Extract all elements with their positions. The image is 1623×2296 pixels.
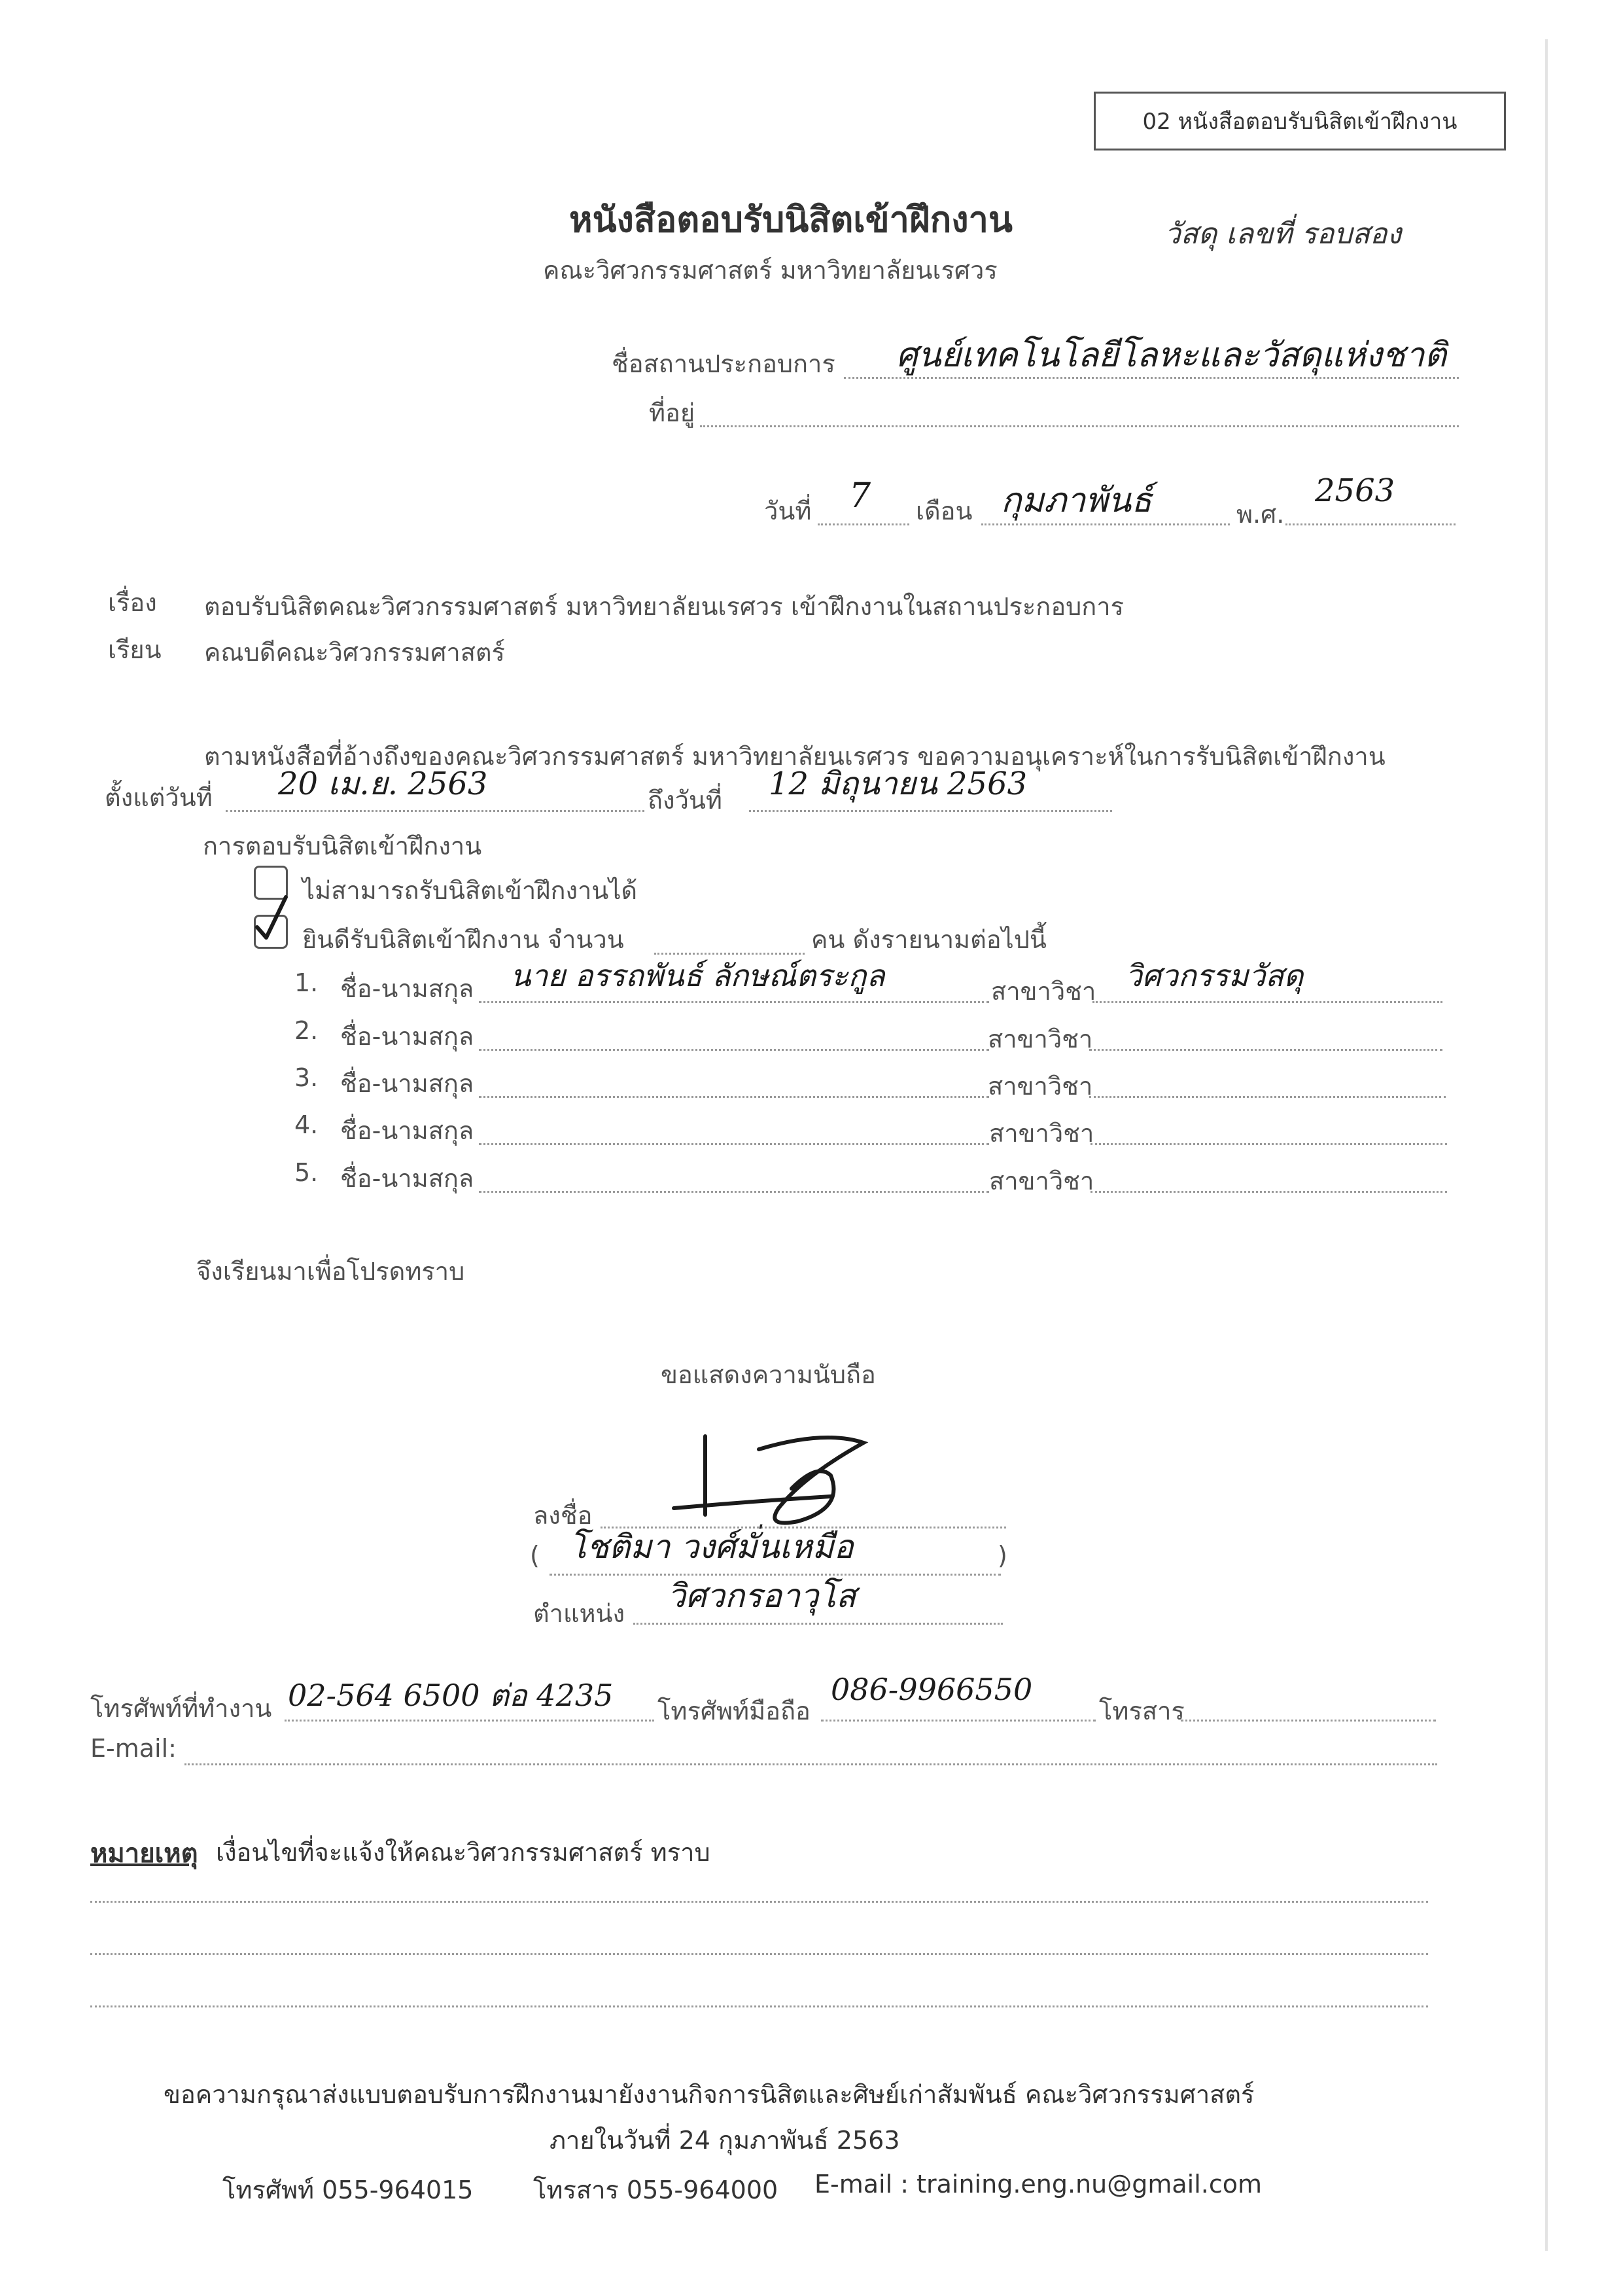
student-name-line	[479, 1143, 989, 1145]
period-to-value: 12 มิถุนายน 2563	[769, 766, 1028, 802]
reject-label: ไม่สามารถรับนิสิตเข้าฝึกงานได้	[302, 876, 638, 905]
date-year-value: 2563	[1315, 472, 1395, 509]
date-year-line	[1285, 523, 1456, 525]
accept-after-label: คน ดังรายนามต่อไปนี้	[811, 925, 1047, 954]
check-mark-icon	[252, 893, 298, 945]
date-day-line	[818, 523, 909, 525]
student-number: 3.	[294, 1063, 319, 1092]
fax-line	[1181, 1720, 1436, 1722]
period-from-label: ตั้งแต่วันที่	[105, 783, 213, 812]
footer-line-1: ขอความกรุณาส่งแบบตอบรับการฝึกงานมายังงานกิจการนิสิตและศิษย์เก่าสัมพันธ์ คณะวิศวกรรมศาสตร์	[164, 2080, 1255, 2109]
office-phone-label: โทรศัพท์ที่ทำงาน	[90, 1694, 272, 1723]
position-label: ตำแหน่ง	[533, 1599, 625, 1628]
student-major-label: สาขาวิชา	[988, 1025, 1093, 1053]
student-number: 4.	[294, 1110, 319, 1139]
student-major-line	[1091, 1191, 1447, 1193]
sign-label: ลงชื่อ	[533, 1501, 593, 1530]
subject-text: ตอบรับนิสิตคณะวิศวกรรมศาสตร์ มหาวิทยาลัยนเรศวร เข้าฝึกงานในสถานประกอบการ	[204, 592, 1125, 621]
mobile-value: 086-9966550	[831, 1672, 1033, 1707]
sign-close-paren: )	[998, 1541, 1007, 1570]
form-code-box	[1094, 92, 1506, 150]
scan-edge-line	[1545, 39, 1548, 2251]
student-major-label: สาขาวิชา	[991, 977, 1096, 1006]
office-phone-value: 02-564 6500 ต่อ 4235	[288, 1678, 614, 1713]
student-name-line	[479, 1049, 989, 1051]
closing-text: จึงเรียนมาเพื่อโปรดทราบ	[196, 1257, 465, 1286]
page-subtitle: คณะวิศวกรรมศาสตร์ มหาวิทยาลัยนเรศวร	[543, 256, 998, 285]
footer-line-2: ภายในวันที่ 24 กุมภาพันธ์ 2563	[550, 2126, 900, 2155]
period-from-line	[226, 810, 644, 812]
company-address-line	[700, 425, 1459, 427]
date-day-label: วันที่	[764, 497, 812, 525]
date-day-value: 7	[849, 476, 871, 516]
student-name-label: ชื่อ-นามสกุล	[340, 1164, 474, 1193]
accept-label: ยินดีรับนิสิตเข้าฝึกงาน จำนวน	[302, 925, 624, 954]
student-major-label: สาขาวิชา	[988, 1072, 1093, 1101]
student-number: 5.	[294, 1158, 319, 1187]
student-major-line	[1089, 1049, 1442, 1051]
page-title: หนังสือตอบรับนิสิตเข้าฝึกงาน	[569, 199, 1013, 240]
to-text: คณบดีคณะวิศวกรรมศาสตร์	[204, 638, 505, 667]
student-major-label: สาขาวิชา	[989, 1119, 1094, 1148]
email-label: E-mail:	[90, 1734, 177, 1763]
position-value: วิศวกรอาวุโส	[667, 1577, 856, 1615]
student-name-line	[479, 1001, 989, 1003]
student-major-line	[1089, 1096, 1446, 1098]
footer-phone: โทรศัพท์ 055-964015	[222, 2176, 474, 2204]
form-code-text: 02 หนังสือตอบรับนิสิตเข้าฝึกงาน	[1142, 109, 1457, 135]
student-name-line	[479, 1191, 989, 1193]
remarks-text: เงื่อนไขที่จะแจ้งให้คณะวิศวกรรมศาสตร์ ทราบ	[216, 1838, 710, 1867]
signature-scribble	[667, 1423, 890, 1534]
accept-checkbox[interactable]	[254, 915, 288, 949]
student-major-value: วิศวกรรมวัสดุ	[1125, 958, 1304, 993]
printed-name-value: โชติมา วงศ์มั่นเหมือ	[569, 1528, 854, 1566]
to-label: เรียน	[108, 635, 162, 664]
company-address-label: ที่อยู่	[649, 398, 695, 427]
period-to-line	[749, 810, 1112, 812]
body-paragraph: ตามหนังสือที่อ้างถึงของคณะวิศวกรรมศาสตร์ มหาวิทยาลัยนเรศวร ขอความอนุเคราะห์ในการรับนิสิตเข้าฝึกงาน	[204, 742, 1386, 771]
date-year-label: พ.ศ.	[1236, 500, 1285, 529]
mobile-line	[821, 1720, 1096, 1722]
remarks-line	[90, 1901, 1428, 1903]
student-name-label: ชื่อ-นามสกุล	[340, 974, 474, 1003]
date-month-value: กุมภาพันธ์	[1001, 481, 1152, 520]
student-major-label: สาขาวิชา	[989, 1167, 1094, 1195]
period-to-label: ถึงวันที่	[648, 786, 722, 815]
footer-email: E-mail : training.eng.nu@gmail.com	[814, 2170, 1262, 2199]
company-name-label: ชื่อสถานประกอบการ	[612, 349, 835, 378]
mobile-label: โทรศัพท์มือถือ	[657, 1697, 811, 1725]
student-name-label: ชื่อ-นามสกุล	[340, 1069, 474, 1098]
company-name-value: ศูนย์เทคโนโลยีโลหะและวัสดุแห่งชาติ	[896, 336, 1447, 375]
sign-open-paren: (	[530, 1541, 540, 1570]
student-name-label: ชื่อ-นามสกุล	[340, 1022, 474, 1051]
acceptance-heading: การตอบรับนิสิตเข้าฝึกงาน	[203, 832, 482, 860]
handwritten-note: วัสดุ เลขที่ รอบสอง	[1164, 217, 1401, 251]
date-month-label: เดือน	[916, 497, 973, 525]
remarks-line	[90, 2005, 1428, 2007]
regards-text: ขอแสดงความนับถือ	[661, 1360, 876, 1389]
student-number: 1.	[294, 968, 319, 997]
position-line	[633, 1623, 1003, 1625]
remarks-line	[90, 1953, 1428, 1955]
email-line	[184, 1763, 1437, 1765]
student-name-label: ชื่อ-นามสกุล	[340, 1116, 474, 1145]
student-major-line	[1091, 1143, 1447, 1145]
subject-label: เรื่อง	[108, 588, 157, 617]
fax-label: โทรสาร	[1099, 1697, 1185, 1725]
student-major-line	[1092, 1001, 1442, 1003]
remarks-label: หมายเหตุ	[90, 1839, 198, 1869]
student-name-value: นาย อรรถพันธ์ ลักษณ์ตระกูล	[510, 958, 885, 993]
office-phone-line	[285, 1720, 654, 1722]
period-from-value: 20 เม.ย. 2563	[278, 766, 488, 802]
student-number: 2.	[294, 1016, 319, 1045]
student-name-line	[479, 1096, 989, 1098]
footer-fax: โทรสาร 055-964000	[533, 2176, 778, 2204]
